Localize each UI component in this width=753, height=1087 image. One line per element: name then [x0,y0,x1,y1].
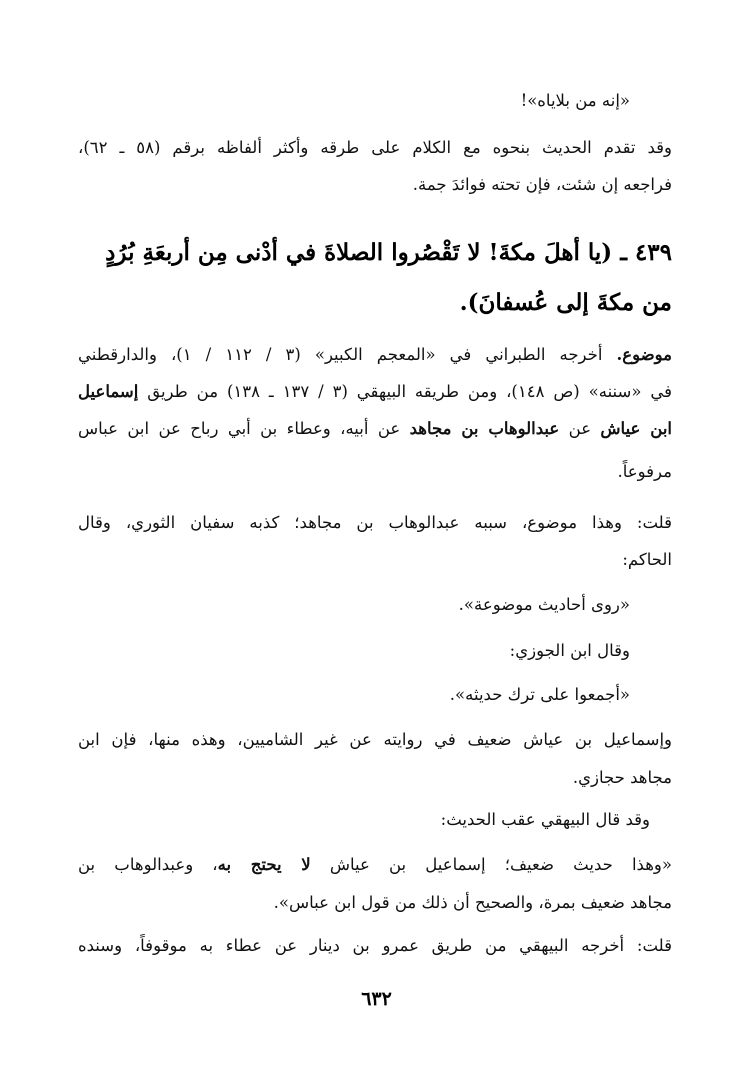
text-line-hijazi: مجاهد حجازي. [572,768,672,787]
text-line-quote-ibn-jawzi: «أجمعوا على ترك حديثه». [449,685,630,704]
text-line-quote-bayhaqi-2: مجاهد ضعيف بمرة، والصحيح أن ذلك من قول ابن عباس». [273,893,672,912]
page-number: ٦٣٢ [361,988,392,1010]
text-line-daraqutni [78,380,672,404]
text-line-isnad [78,417,672,441]
text-line-quote-balayah: «إنه من بلاياه»! [520,91,630,110]
hadith-heading-line-2: من مكةَ إلى عُسفانَ). [459,289,672,316]
narrator-ibn-ayyash: ابن عياش [600,419,673,438]
isnad-rest: عن أبيه، وعطاء بن أبي رباح عن ابن عباس [78,419,410,438]
hadith-heading-line-1: ٤٣٩ ـ (يا أهلَ مكةَ! لا تَقْصُروا الصلاةَ في أدْنى مِن أربعَةِ بُرُدٍ [105,239,672,266]
text-line-previous-hadith: وقد تقدم الحديث بنحوه مع الكلام على طرقه وأكثر ألفاظه برقم (٥٨ ـ ٦٢)، [78,138,673,157]
text-line-ibn-jawzi: وقال ابن الجوزي: [509,641,630,660]
quote-bayhaqi-end: ، وعبدالوهاب بن [78,855,218,874]
text-line-hakim: الحاكم: [622,550,672,569]
text-line-bayhaqi-said: وقد قال البيهقي عقب الحديث: [440,810,650,829]
isnad-an: عن [559,419,601,438]
text-line-quote-bayhaqi-1 [78,853,672,877]
text-line-quote-hakim: «روى أحاديث موضوعة». [458,595,630,614]
narrator-ismail: إسماعيل [78,382,139,401]
text-line-refer-back: فراجعه إن شئت، فإن تحته فوائدَ جمة. [412,175,672,194]
phrase-la-yuhtajju: لا يحتج به [217,855,311,874]
text-line-verdict-takhrij [78,343,672,367]
text-line-marfu: مرفوعاً. [617,462,672,481]
quote-bayhaqi-start: «وهذا حديث ضعيف؛ إسماعيل بن عياش [310,855,672,874]
text-line-qultu-2: قلت: أخرجه البيهقي من طريق عمرو بن دينار عن عطاء به موقوفاً، وسنده [78,936,672,955]
takhrij-tabarani: أخرجه الطبراني في «المعجم الكبير» (٣ / ١١٢ / ١)، والدارقطني [78,345,617,364]
narrator-abdulwahhab: عبدالوهاب بن مجاهد [409,419,560,438]
takhrij-bayhaqi: في «سننه» (ص ١٤٨)، ومن طريقه البيهقي (٣ / ١٣٧ ـ ١٣٨) من طريق [138,382,672,401]
verdict-mawdu: موضوع. [616,345,672,364]
text-line-qultu-1: قلت: وهذا موضوع، سببه عبدالوهاب بن مجاهد؛ كذبه سفيان الثوري، وقال [78,513,672,532]
text-line-ismail-weak: وإسماعيل بن عياش ضعيف في روايته عن غير الشاميين، وهذه منها، فإن ابن [78,730,672,749]
